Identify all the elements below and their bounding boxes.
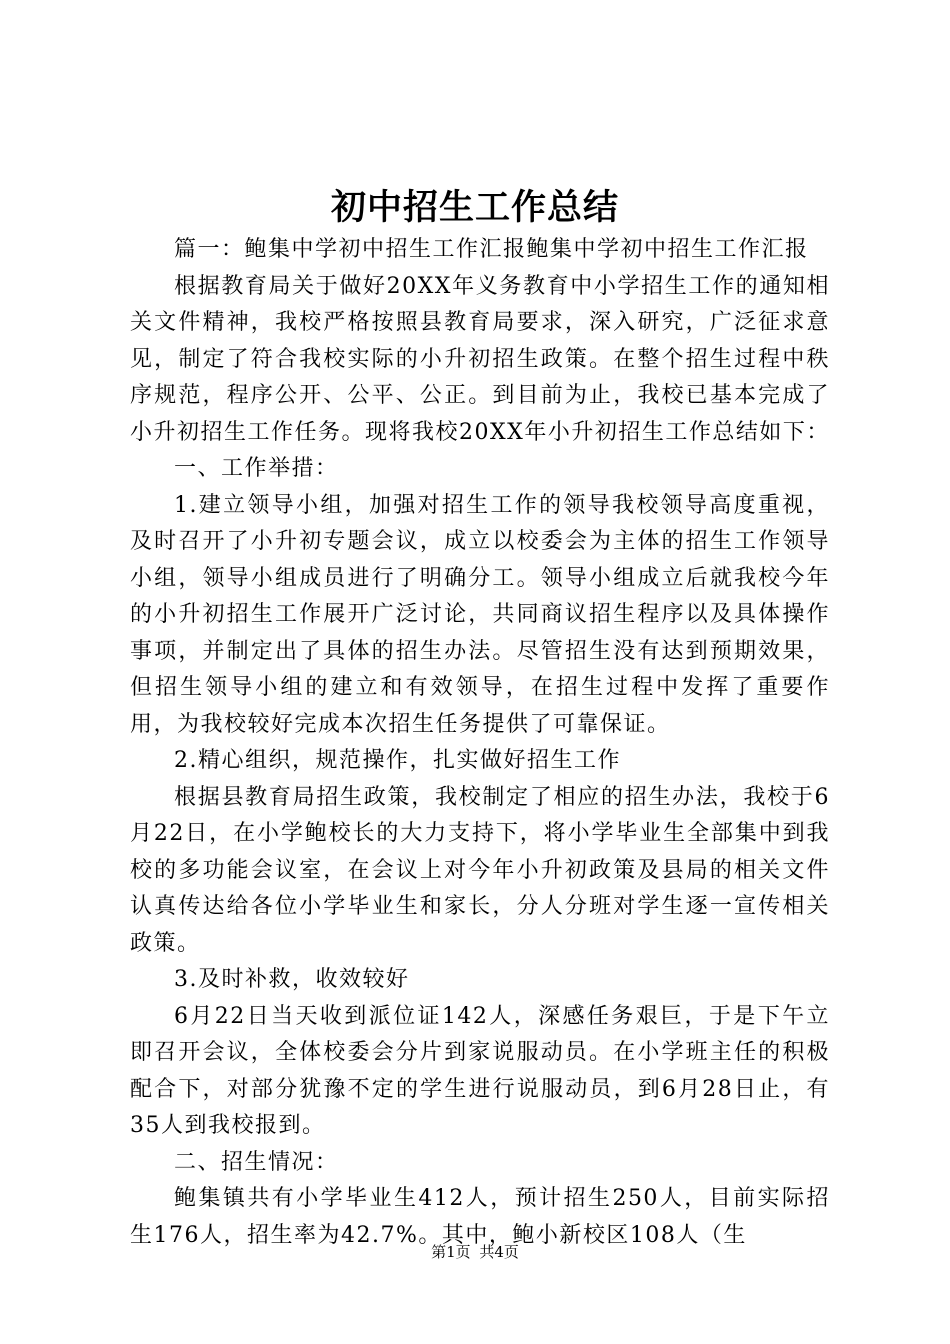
section-heading: 一、工作举措：	[174, 456, 339, 481]
paragraph: 篇一：鲍集中学初中招生工作汇报鲍集中学初中招生工作汇报	[174, 237, 809, 262]
paragraph: 根据教育局关于做好20XX年义务教育中小学招生工作的通知相关文件精神，我校严格按照县教育局要求，深入研究，广泛征求意见，制定了符合我校实际的小升初招生政策。在整个招生过程中秩序规范，程序公开、公平、公正。到目前为止，我校已基本完成了小升初招生工作任务。现将我校20XX年小升初招生工作总结如下：	[130, 273, 830, 445]
document-title: 初中招生工作总结	[330, 187, 619, 228]
section-heading: 二、招生情况：	[174, 1149, 339, 1175]
page-footer	[0, 1242, 950, 1262]
document-body	[130, 232, 830, 1254]
page-total: 共4页	[479, 1243, 519, 1261]
paragraph: 根据县教育局招生政策，我校制定了相应的招生办法，我校于6月22日，在小学鲍校长的大力支持下，将小学毕业生全部集中到我校的多功能会议室，在会议上对今年小升初政策及县局的相关文件认真传达给各位小学毕业生和家长，分人分班对学生逐一宣传相关政策。	[130, 784, 830, 956]
subsection-heading: 3.及时补救，收效较好	[174, 967, 410, 992]
paragraph: 6月22日当天收到派位证142人，深感任务艰巨，于是下午立即召开会议，全体校委会分片到家说服动员。在小学班主任的积极配合下，对部分犹豫不定的学生进行说服动员，到6月28日止，有35人到我校报到。	[130, 1003, 830, 1138]
paragraph: 1.建立领导小组，加强对招生工作的领导我校领导高度重视，及时召开了小升初专题会议，成立以校委会为主体的招生工作领导小组，领导小组成员进行了明确分工。领导小组成立后就我校今年的小升初招生工作展开广泛讨论，共同商议招生程序以及具体操作事项，并制定出了具体的招生办法。尽管招生没有达到预期效果，但招生领导小组的建立和有效领导，在招生过程中发挥了重要作用，为我校较好完成本次招生任务提供了可靠保证。	[130, 492, 830, 737]
subsection-heading: 2.精心组织，规范操作，扎实做好招生工作	[174, 748, 621, 773]
paragraph: 鲍集镇共有小学毕业生412人，预计招生250人，目前实际招生176人，招生率为42.7%。其中，鲍小新校区108人（生	[130, 1186, 830, 1248]
page-number: 第1页	[431, 1243, 471, 1261]
